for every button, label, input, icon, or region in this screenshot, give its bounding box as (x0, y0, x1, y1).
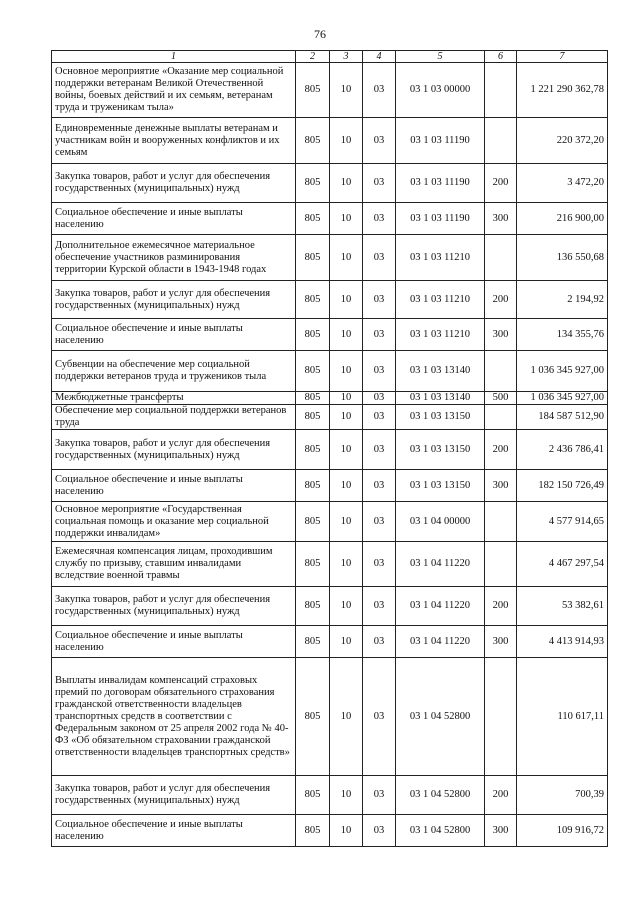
row-target-article-cell: 03 1 03 13140 (396, 392, 485, 405)
row-subsection-cell: 03 (363, 351, 396, 392)
row-target-article-cell: 03 1 03 13150 (396, 430, 485, 470)
row-subsection-cell: 03 (363, 164, 396, 203)
row-code-cell: 805 (296, 235, 330, 281)
row-target-article-cell: 03 1 04 52800 (396, 815, 485, 847)
row-expense-type-cell (485, 542, 517, 587)
row-code-cell: 805 (296, 63, 330, 118)
row-section-cell: 10 (330, 430, 363, 470)
row-section-cell: 10 (330, 776, 363, 815)
header-cell: 7 (517, 51, 608, 63)
row-section-cell: 10 (330, 405, 363, 430)
row-expense-type-cell (485, 351, 517, 392)
row-expense-type-cell: 200 (485, 587, 517, 626)
budget-table (51, 50, 608, 847)
row-target-article-cell: 03 1 04 52800 (396, 776, 485, 815)
row-target-article-cell: 03 1 03 13150 (396, 470, 485, 502)
row-subsection-cell: 03 (363, 776, 396, 815)
row-section-cell: 10 (330, 281, 363, 319)
table-row (52, 203, 608, 235)
table-row (52, 164, 608, 203)
row-subsection-cell: 03 (363, 319, 396, 351)
row-subsection-cell: 03 (363, 281, 396, 319)
row-expense-type-cell (485, 235, 517, 281)
row-subsection-cell: 03 (363, 203, 396, 235)
row-expense-type-cell (485, 405, 517, 430)
table-row (52, 626, 608, 658)
table-row (52, 235, 608, 281)
row-subsection-cell: 03 (363, 235, 396, 281)
row-amount-cell: 53 382,61 (517, 587, 608, 626)
row-amount-cell: 136 550,68 (517, 235, 608, 281)
row-name-cell: Ежемесячная компенсация лицам, проходившим службу по призыву, ставшим инвалидами вследствие военной травмы (52, 542, 296, 587)
row-amount-cell: 109 916,72 (517, 815, 608, 847)
row-name-cell: Социальное обеспечение и иные выплаты населению (52, 319, 296, 351)
row-name-cell: Закупка товаров, работ и услуг для обеспечения государственных (муниципальных) нужд (52, 164, 296, 203)
table-row (52, 587, 608, 626)
row-subsection-cell: 03 (363, 542, 396, 587)
row-amount-cell: 1 036 345 927,00 (517, 392, 608, 405)
row-name-cell: Закупка товаров, работ и услуг для обеспечения государственных (муниципальных) нужд (52, 430, 296, 470)
row-amount-cell: 700,39 (517, 776, 608, 815)
row-expense-type-cell (485, 658, 517, 776)
row-expense-type-cell (485, 118, 517, 164)
row-amount-cell: 220 372,20 (517, 118, 608, 164)
row-amount-cell: 134 355,76 (517, 319, 608, 351)
row-section-cell: 10 (330, 587, 363, 626)
row-name-cell: Социальное обеспечение и иные выплаты населению (52, 203, 296, 235)
row-subsection-cell: 03 (363, 502, 396, 542)
table-row (52, 281, 608, 319)
row-code-cell: 805 (296, 351, 330, 392)
row-target-article-cell: 03 1 04 11220 (396, 626, 485, 658)
row-code-cell: 805 (296, 319, 330, 351)
row-amount-cell: 4 413 914,93 (517, 626, 608, 658)
row-expense-type-cell: 200 (485, 281, 517, 319)
header-row (52, 51, 608, 63)
table-row (52, 63, 608, 118)
row-expense-type-cell: 500 (485, 392, 517, 405)
row-subsection-cell: 03 (363, 430, 396, 470)
row-expense-type-cell: 300 (485, 815, 517, 847)
row-amount-cell: 2 436 786,41 (517, 430, 608, 470)
row-target-article-cell: 03 1 03 11210 (396, 281, 485, 319)
row-name-cell: Социальное обеспечение и иные выплаты населению (52, 815, 296, 847)
row-amount-cell: 4 577 914,65 (517, 502, 608, 542)
row-target-article-cell: 03 1 04 11220 (396, 542, 485, 587)
row-section-cell: 10 (330, 351, 363, 392)
row-target-article-cell: 03 1 03 13150 (396, 405, 485, 430)
table-row (52, 542, 608, 587)
row-section-cell: 10 (330, 542, 363, 587)
row-subsection-cell: 03 (363, 658, 396, 776)
row-code-cell: 805 (296, 281, 330, 319)
row-name-cell: Межбюджетные трансферты (52, 392, 296, 405)
row-name-cell: Обеспечение мер социальной поддержки ветеранов труда (52, 405, 296, 430)
row-code-cell: 805 (296, 203, 330, 235)
row-code-cell: 805 (296, 815, 330, 847)
header-cell: 4 (363, 51, 396, 63)
row-name-cell: Субвенции на обеспечение мер социальной поддержки ветеранов труда и тружеников тыла (52, 351, 296, 392)
row-amount-cell: 3 472,20 (517, 164, 608, 203)
row-expense-type-cell: 300 (485, 319, 517, 351)
row-name-cell: Социальное обеспечение и иные выплаты населению (52, 470, 296, 502)
row-target-article-cell: 03 1 03 11190 (396, 164, 485, 203)
row-section-cell: 10 (330, 815, 363, 847)
row-section-cell: 10 (330, 470, 363, 502)
header-cell: 1 (52, 51, 296, 63)
row-section-cell: 10 (330, 164, 363, 203)
row-target-article-cell: 03 1 04 11220 (396, 587, 485, 626)
row-target-article-cell: 03 1 04 52800 (396, 658, 485, 776)
row-name-cell: Основное мероприятие «Оказание мер социальной поддержки ветеранам Великой Отечественной войны, боевых действий и их семьям, ветеранам труда и труженикам тыла» (52, 63, 296, 118)
row-expense-type-cell: 300 (485, 470, 517, 502)
table-row (52, 502, 608, 542)
row-expense-type-cell (485, 502, 517, 542)
row-section-cell: 10 (330, 392, 363, 405)
row-amount-cell: 1 036 345 927,00 (517, 351, 608, 392)
row-code-cell: 805 (296, 430, 330, 470)
table-row (52, 319, 608, 351)
table-row (52, 405, 608, 430)
table-body (52, 63, 608, 847)
row-target-article-cell: 03 1 03 00000 (396, 63, 485, 118)
row-amount-cell: 216 900,00 (517, 203, 608, 235)
row-expense-type-cell: 300 (485, 203, 517, 235)
row-target-article-cell: 03 1 03 11210 (396, 319, 485, 351)
table-row (52, 470, 608, 502)
row-section-cell: 10 (330, 63, 363, 118)
table-row (52, 658, 608, 776)
row-target-article-cell: 03 1 03 13140 (396, 351, 485, 392)
row-code-cell: 805 (296, 776, 330, 815)
row-expense-type-cell: 200 (485, 776, 517, 815)
row-amount-cell: 1 221 290 362,78 (517, 63, 608, 118)
row-name-cell: Закупка товаров, работ и услуг для обеспечения государственных (муниципальных) нужд (52, 281, 296, 319)
row-section-cell: 10 (330, 118, 363, 164)
row-section-cell: 10 (330, 626, 363, 658)
table-row (52, 815, 608, 847)
row-name-cell: Единовременные денежные выплаты ветеранам и участникам войн и вооруженных конфликтов и их семьям (52, 118, 296, 164)
row-name-cell: Основное мероприятие «Государственная социальная помощь и оказание мер социальной поддержки инвалидам» (52, 502, 296, 542)
row-code-cell: 805 (296, 658, 330, 776)
row-subsection-cell: 03 (363, 587, 396, 626)
table-row (52, 118, 608, 164)
row-expense-type-cell: 200 (485, 164, 517, 203)
row-code-cell: 805 (296, 587, 330, 626)
row-expense-type-cell (485, 63, 517, 118)
header-cell: 5 (396, 51, 485, 63)
row-subsection-cell: 03 (363, 626, 396, 658)
row-target-article-cell: 03 1 03 11190 (396, 203, 485, 235)
row-name-cell: Социальное обеспечение и иные выплаты населению (52, 626, 296, 658)
table-row (52, 392, 608, 405)
row-section-cell: 10 (330, 203, 363, 235)
row-subsection-cell: 03 (363, 815, 396, 847)
table-row (52, 430, 608, 470)
page-number: 76 (314, 27, 326, 41)
header-cell: 6 (485, 51, 517, 63)
row-subsection-cell: 03 (363, 405, 396, 430)
row-section-cell: 10 (330, 658, 363, 776)
row-target-article-cell: 03 1 04 00000 (396, 502, 485, 542)
header-cell: 3 (330, 51, 363, 63)
row-amount-cell: 2 194,92 (517, 281, 608, 319)
row-name-cell: Выплаты инвалидам компенсаций страховых премий по договорам обязательного страхования гражданской ответственности владельцев транспортных средств в соответствии с Федеральным законом от 25 апреля 2002 года № 40-ФЗ «Об обязательном страховании гражданской ответственности владельцев транспортных средств» (52, 658, 296, 776)
row-subsection-cell: 03 (363, 63, 396, 118)
row-amount-cell: 4 467 297,54 (517, 542, 608, 587)
row-amount-cell: 184 587 512,90 (517, 405, 608, 430)
row-name-cell: Закупка товаров, работ и услуг для обеспечения государственных (муниципальных) нужд (52, 587, 296, 626)
row-section-cell: 10 (330, 319, 363, 351)
row-name-cell: Дополнительное ежемесячное материальное обеспечение участников разминирования территории Курской области в 1943-1948 годах (52, 235, 296, 281)
row-target-article-cell: 03 1 03 11190 (396, 118, 485, 164)
row-code-cell: 805 (296, 392, 330, 405)
row-code-cell: 805 (296, 542, 330, 587)
row-code-cell: 805 (296, 470, 330, 502)
row-code-cell: 805 (296, 626, 330, 658)
row-code-cell: 805 (296, 502, 330, 542)
row-subsection-cell: 03 (363, 118, 396, 164)
table-row (52, 351, 608, 392)
row-expense-type-cell: 200 (485, 430, 517, 470)
row-subsection-cell: 03 (363, 392, 396, 405)
row-code-cell: 805 (296, 118, 330, 164)
row-subsection-cell: 03 (363, 470, 396, 502)
row-code-cell: 805 (296, 405, 330, 430)
row-expense-type-cell: 300 (485, 626, 517, 658)
row-section-cell: 10 (330, 502, 363, 542)
row-amount-cell: 110 617,11 (517, 658, 608, 776)
table-row (52, 776, 608, 815)
row-code-cell: 805 (296, 164, 330, 203)
row-target-article-cell: 03 1 03 11210 (396, 235, 485, 281)
row-amount-cell: 182 150 726,49 (517, 470, 608, 502)
row-name-cell: Закупка товаров, работ и услуг для обеспечения государственных (муниципальных) нужд (52, 776, 296, 815)
row-section-cell: 10 (330, 235, 363, 281)
header-cell: 2 (296, 51, 330, 63)
